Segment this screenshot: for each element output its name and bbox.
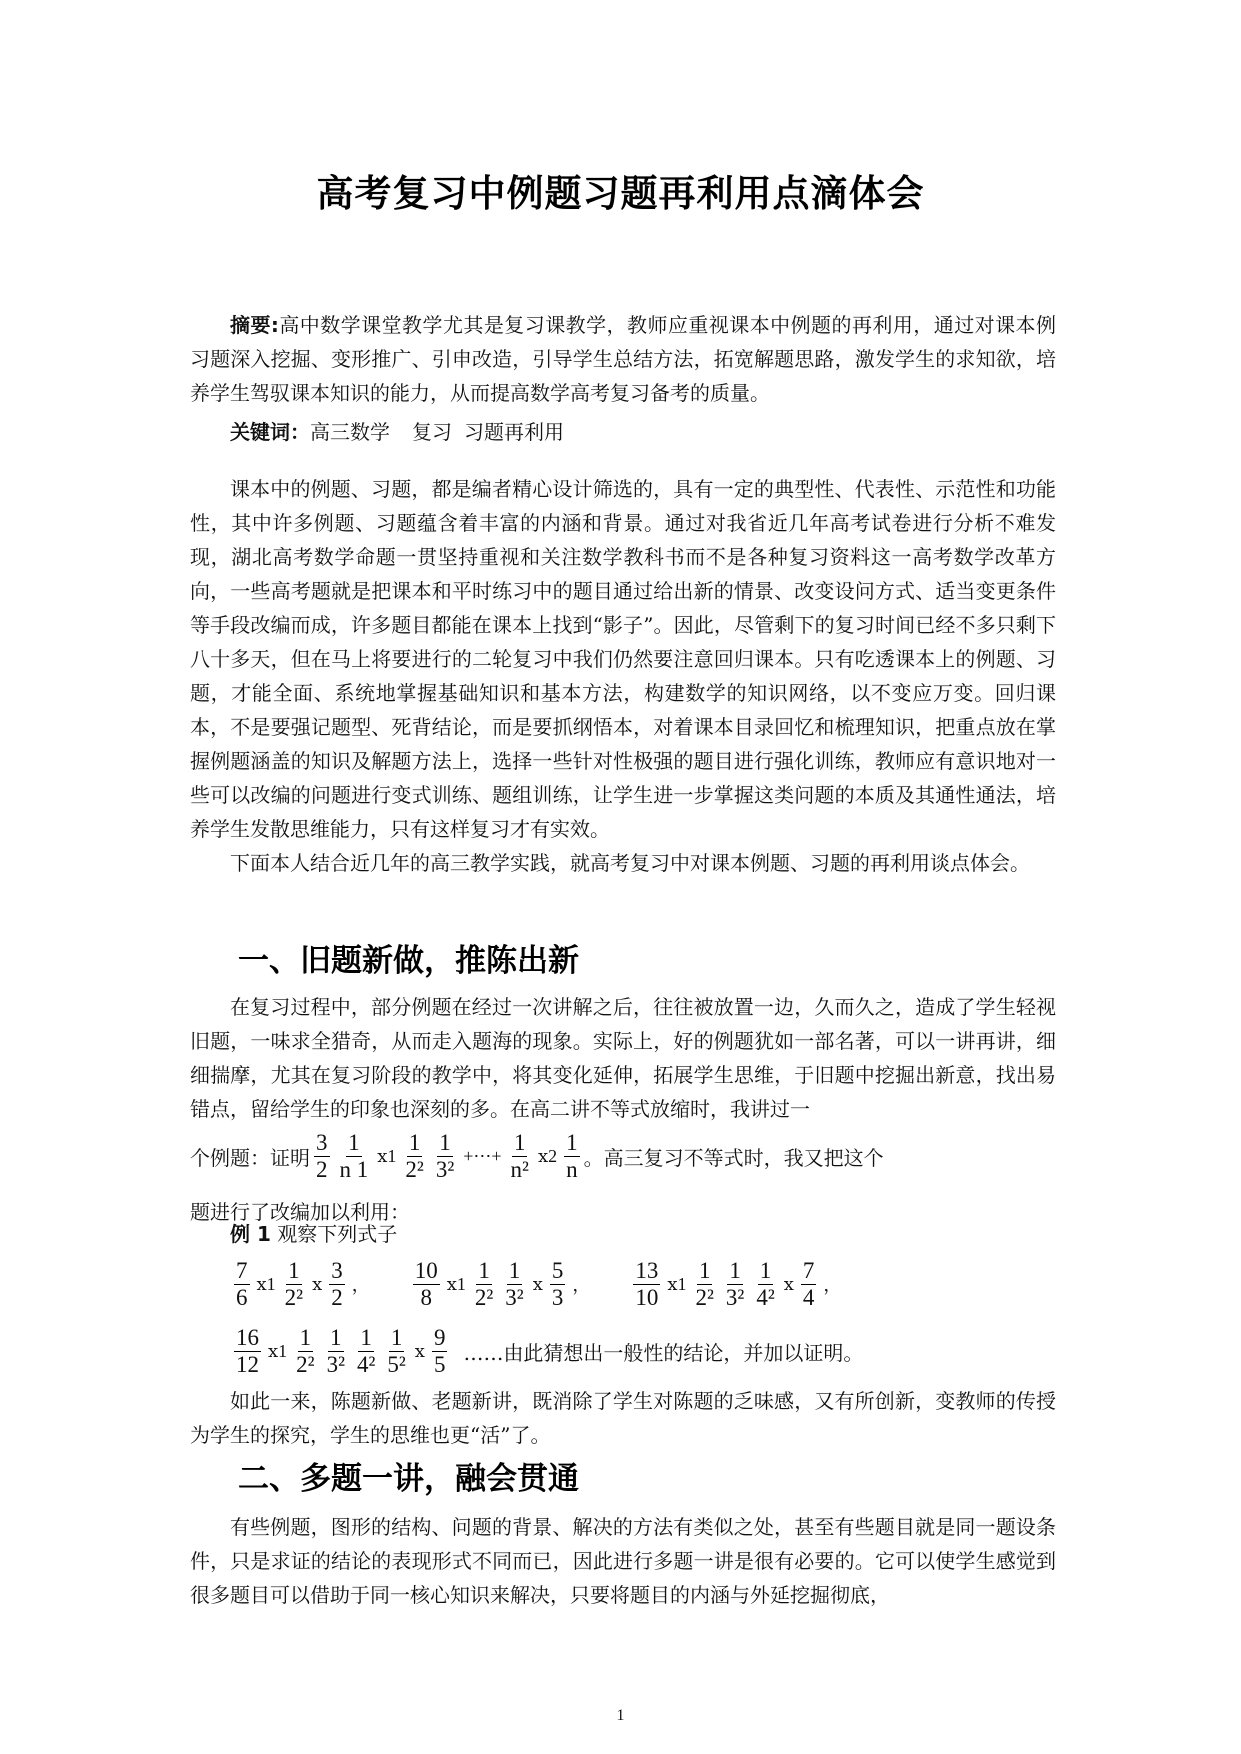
fraction: $\frac{13}{10}$ (635, 1257, 659, 1310)
example-row (230, 1320, 863, 1382)
proof-line (190, 1130, 884, 1183)
fraction: $\frac{1}{n 1}$ (339, 1130, 369, 1182)
fraction: $\frac{9}{5}$ (433, 1324, 446, 1377)
comma: ， (572, 1275, 591, 1295)
fraction: $\frac{1}{\text{3²}}$ (326, 1324, 345, 1377)
fraction: $\frac{1}{\text{3²}}$ (435, 1130, 455, 1182)
relation-symbol: ⅹ (312, 1273, 323, 1294)
fraction: $\frac{7}{6}$ (236, 1257, 248, 1310)
comma: ， (351, 1275, 370, 1295)
fraction: $\frac{1}{\text{2²}}$ (474, 1257, 494, 1310)
fraction: $\frac{3}{2}$ (316, 1130, 328, 1182)
relation-symbol: ⅹ (783, 1273, 794, 1294)
fraction: $\frac{3}{2}$ (331, 1257, 343, 1310)
comma: ， (823, 1275, 842, 1295)
relation-symbol: ⅹ1 (268, 1340, 288, 1361)
section1-paragraph: 在复习过程中，部分例题在经过一次讲解之后，往往被放置一边，久而久之，造成了学生轻视旧题，一味求全猎奇，从而走入题海的现象。实际上，好的例题犹如一部名著，可以一讲再讲，细细揣摩，尤其在复习阶段的教学中，将其变化延伸，拓展学生思维，于旧题中挖掘出新意，找出易错点，留给学生的印象也深刻的多。在高二讲不等式放缩时，我讲过一 (190, 995, 1056, 1121)
page-number: 1 (616, 1707, 625, 1724)
fraction: $\frac{1}{\text{4²}}$ (756, 1257, 775, 1310)
keywords-label: 关键词： (230, 420, 310, 444)
intro-paragraph: 课本中的例题、习题，都是编者精心设计筛选的，具有一定的典型性、代表性、示范性和功能性，其中许多例题、习题蕴含着丰富的内涵和背景。通过对我省近几年高考试卷进行分析不难发现，湖北高考数学命题一贯坚持重视和关注数学教科书而不是各种复习资料这一高考数学改革方向，一些高考题就是把课本和平时练习中的题目通过给出新的情景、改变设问方式、适当变更条件等手段改编而成，许多题目都能在课本上找到“影子”。因此，尽管剩下的复习时间已经不多只剩下八十多天，但在马上将要进行的二轮复习中我们仍然要注意回归课本。只有吃透课本上的例题、习题，才能全面、系统地掌握基础知识和基本方法，构建数学的知识网络，以不变应万变。回归课本，不是要强记题型、死背结论，而是要抓纲悟本，对着课本目录回忆和梳理知识，把重点放在掌握例题涵盖的知识及解题方法上，选择一些针对性极强的题目进行强化训练，教师应有意识地对一些可以改编的问题进行变式训练、题组训练，让学生进一步掌握这类问题的本质及其通性通法，培养学生发散思维能力，只有这样复习才有实效。 (190, 477, 1056, 841)
proof-suffix: 。高三复习不等式时，我又把这个 (583, 1146, 884, 1170)
proof-prefix: 个例题：证明 (190, 1146, 310, 1170)
keyword-item: 复习 (412, 420, 452, 444)
example-text: 观察下列式子 (277, 1222, 398, 1246)
relation-symbol: ⅹ1 (446, 1273, 466, 1294)
fraction: $\frac{1}{\text{5²}}$ (387, 1324, 406, 1377)
section2-paragraph: 有些例题，图形的结构、问题的背景、解决的方法有类似之处，甚至有些题目就是同一题设条件，只是求证的结论的表现形式不同而已，因此进行多题一讲是很有必要的。它可以使学生感觉到很多题目可以借助于同一核心知识来解决，只要将题目的内涵与外延挖掘彻底， (190, 1515, 1056, 1607)
fraction: $\frac{1}{n}$ (566, 1130, 578, 1182)
section-heading: 二、多题一讲，融会贯通 (238, 1461, 579, 1497)
fraction: $\frac{7}{4}$ (802, 1257, 815, 1310)
section1-closing: 如此一来，陈题新做、老题新讲，既消除了学生对陈题的乏味感，又有所创新，变教师的传授为学生的探究，学生的思维也更“活”了。 (190, 1389, 1056, 1447)
abstract-text: 高中数学课堂教学尤其是复习课教学，教师应重视课本中例题的再利用，通过对课本例习题深入挖掘、变形推广、引申改造，引导学生总结方法，拓宽解题思路，激发学生的求知欲，培养学生驾驭课本知识的能力，从而提高数学高考复习备考的质量。 (190, 313, 1057, 405)
fraction: $\frac{1}{\text{2²}}$ (284, 1257, 304, 1310)
abstract-label: 摘要: (230, 313, 279, 337)
relation-symbol: ⅹ1 (667, 1273, 687, 1294)
fraction: $\frac{10}{8}$ (414, 1257, 438, 1310)
relation-symbol: ⅹ (414, 1340, 425, 1361)
example-heading (230, 1218, 397, 1247)
keyword-item: 习题再利用 (464, 420, 564, 444)
fraction: $\frac{1}{\text{2²}}$ (405, 1130, 424, 1182)
fraction: $\frac{1}{\text{n²}}$ (510, 1130, 529, 1182)
page-title: 高考复习中例题习题再利用点滴体会 (316, 172, 925, 215)
ellipsis-symbol: +⋯+ (463, 1146, 502, 1166)
keywords (190, 415, 1056, 449)
abstract (190, 308, 1056, 410)
intro-section (190, 472, 1056, 880)
section-heading: 一、旧题新做，推陈出新 (238, 943, 579, 979)
relation-symbol: ⅹ1 (377, 1146, 397, 1166)
relation-symbol: ⅹ2 (537, 1146, 558, 1166)
fraction: $\frac{1}{\text{2²}}$ (296, 1324, 315, 1377)
keyword-item: 高三数学 (310, 420, 390, 444)
fraction: $\frac{1}{\text{3²}}$ (725, 1257, 745, 1310)
example-row (230, 1253, 844, 1315)
intro-paragraph: 下面本人结合近几年的高三教学实践，就高考复习中对课本例题、习题的再利用谈点体会。 (230, 851, 1030, 875)
example-tail: ……由此猜想出一般性的结论，并加以证明。 (463, 1340, 864, 1365)
fraction: $\frac{16}{12}$ (236, 1324, 259, 1377)
relation-symbol: ⅹ1 (256, 1273, 276, 1294)
fraction: $\frac{5}{3}$ (551, 1257, 564, 1310)
fraction: $\frac{1}{\text{2²}}$ (695, 1257, 714, 1310)
example-label: 例 1 (230, 1222, 271, 1246)
after-proof-text: 题进行了改编加以利用： (190, 1200, 410, 1224)
relation-symbol: ⅹ (532, 1273, 543, 1294)
fraction: $\frac{1}{\text{3²}}$ (505, 1257, 524, 1310)
fraction: $\frac{1}{\text{4²}}$ (356, 1324, 376, 1377)
